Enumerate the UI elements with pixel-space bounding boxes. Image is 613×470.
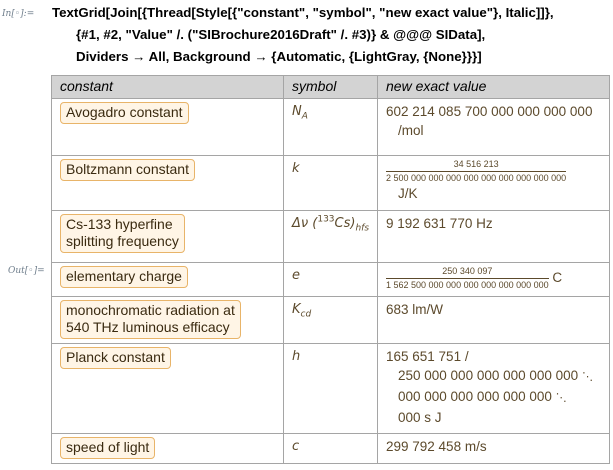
constant-cell xyxy=(52,297,284,344)
symbol-cell xyxy=(284,297,378,344)
value-unit: J/K xyxy=(398,186,418,201)
value-cell xyxy=(378,344,610,434)
constant-cell xyxy=(52,99,284,156)
table-row xyxy=(52,297,610,344)
constant-entity[interactable]: monochromatic radiation at 540 THz luminous efficacy xyxy=(60,300,241,339)
fraction-denominator: 2 500 000 000 000 000 000 000 000 000 000 xyxy=(386,173,567,183)
symbol: $K_{cd}$ xyxy=(292,302,312,320)
value-cell xyxy=(378,263,610,297)
symbol: k xyxy=(292,161,300,176)
code-line-3: Dividers → All, Background → {Automatic, {LightGray, {None}}}] xyxy=(76,49,482,64)
fraction-numerator: 34 516 213 xyxy=(453,159,499,169)
constant-entity[interactable]: Boltzmann constant xyxy=(60,159,195,181)
code-line-2: {#1, #2, "Value" /. ("SIBrochure2016Draft" /. #3)} & @@@ SIData], xyxy=(76,27,486,42)
symbol-cell xyxy=(284,434,378,464)
fraction xyxy=(386,266,549,291)
constant-cell xyxy=(52,344,284,434)
constant-cell xyxy=(52,211,284,263)
input-code[interactable] xyxy=(52,2,610,68)
value-line: 000 000 000 000 000 000 ⋱ xyxy=(398,389,566,404)
constant-entity[interactable]: elementary charge xyxy=(60,266,188,288)
value-line: 299 792 458 m/s xyxy=(386,439,487,454)
input-cell-label: In[◦]:= xyxy=(2,9,35,19)
symbol: c xyxy=(292,439,300,454)
fraction-denominator: 1 562 500 000 000 000 000 000 000 000 xyxy=(386,280,549,290)
continuation-icon: ⋱ xyxy=(581,371,592,383)
header-value: new exact value xyxy=(378,76,610,99)
value-cell xyxy=(378,99,610,156)
value-cell xyxy=(378,156,610,211)
table-row xyxy=(52,434,610,464)
table-row xyxy=(52,156,610,211)
value-cell xyxy=(378,297,610,344)
symbol-cell xyxy=(284,156,378,211)
value-line: 9 192 631 770 Hz xyxy=(386,216,493,231)
value-line: 602 214 085 700 000 000 000 000 xyxy=(386,104,593,119)
fraction-bar xyxy=(386,278,549,279)
constant-cell xyxy=(52,156,284,211)
symbol-cell xyxy=(284,263,378,297)
fraction-bar xyxy=(386,171,566,172)
value-line: 000 s J xyxy=(398,410,442,425)
continuation-icon: ⋱ xyxy=(555,392,566,404)
fraction xyxy=(386,159,566,184)
value-line: /mol xyxy=(398,123,424,138)
constants-grid xyxy=(51,75,610,464)
header-row xyxy=(52,76,610,99)
constant-cell xyxy=(52,434,284,464)
symbol-cell xyxy=(284,99,378,156)
constant-entity[interactable]: Avogadro constant xyxy=(60,102,189,124)
header-symbol: symbol xyxy=(284,76,378,99)
table-row xyxy=(52,211,610,263)
value-line: 165 651 751 / xyxy=(386,349,469,364)
output-cell-label: Out[◦]= xyxy=(8,266,45,276)
constant-cell xyxy=(52,263,284,297)
value-cell xyxy=(378,434,610,464)
header-constant: constant xyxy=(52,76,284,99)
table-row xyxy=(52,99,610,156)
table-row xyxy=(52,344,610,434)
value-unit: C xyxy=(552,270,563,286)
symbol: Δν $(^{133}Cs)_{hfs}$ xyxy=(292,214,370,234)
symbol: $N_A$ xyxy=(292,104,308,122)
value-cell xyxy=(378,211,610,263)
symbol-cell xyxy=(284,211,378,263)
fraction-numerator: 250 340 097 xyxy=(442,266,493,276)
value-line: 683 lm/W xyxy=(386,302,444,317)
constant-entity[interactable]: Cs-133 hyperfine splitting frequency xyxy=(60,214,185,253)
symbol: e xyxy=(292,268,300,283)
symbol: h xyxy=(292,349,301,364)
code-line-1: TextGrid[Join[{Thread[Style[{"constant", "symbol", "new exact value"}, Italic]]}, xyxy=(52,5,554,20)
table-row xyxy=(52,263,610,297)
value-line: 250 000 000 000 000 000 000 ⋱ xyxy=(398,368,592,383)
constant-entity[interactable]: speed of light xyxy=(60,437,155,459)
symbol-cell xyxy=(284,344,378,434)
constant-entity[interactable]: Planck constant xyxy=(60,347,171,369)
